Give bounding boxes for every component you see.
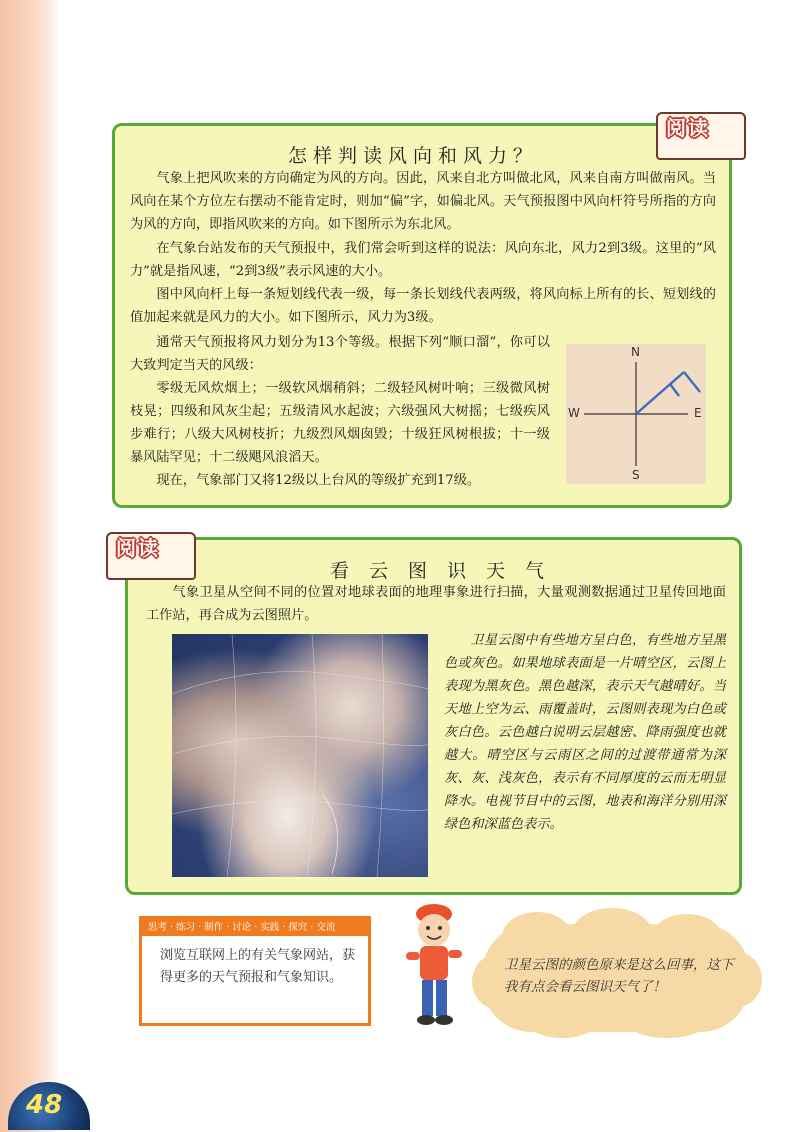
section-title-wind: 怎样判读风向和风力？ (288, 145, 539, 167)
activity-text: 浏览互联网上的有关气象网站，获得更多的天气预报和气象知识。 (160, 948, 356, 985)
reading-badge-label: 阅读 (116, 536, 160, 560)
compass-east-label: E (694, 406, 702, 420)
reading-badge-2 (104, 524, 196, 580)
paragraph: 气象上把风吹来的方向确定为风的方向。因此，风来自北方叫做北风，风来自南方叫做南风。当风向在某个方位左右摆动不能肯定时，则加“偏”字，如偏北风。天气预报图中风向杆符号所指的方向为风的方向，即指风吹来的方向。如下图所示为东北风。 (130, 171, 716, 232)
compass-north-label: N (631, 345, 640, 359)
boy-illustration (400, 900, 470, 1030)
paragraph: 卫星云图中有些地方呈白色，有些地方呈黑色或灰色。如果地球表面是一片晴空区，云图上表现为黑灰色。黑色越深，表示天气越晴好。当天地上空为云、雨覆盖时，云图则表现为白色或灰白色。云色越白说明云层越密、降雨强度也就越大。晴空区与云雨区之间的过渡带通常为深灰、灰、浅灰色，表示有不同厚度的云而无明显降水。电视节目中的云图，地表和海洋分别用深绿色和深蓝色表示。 (444, 633, 726, 832)
cloud-image-overlay (172, 634, 428, 877)
boy-icon (400, 900, 470, 1030)
compass-west-label: W (568, 406, 580, 420)
paragraph: 气象卫星从空间不同的位置对地球表面的地理事象进行扫描，大量观测数据通过卫星传回地面工作站，再合成为云图照片。 (146, 585, 726, 623)
page-number: 48 (26, 1090, 63, 1120)
section-title-cloud-map: 看云图识天气 (330, 560, 565, 582)
paragraph: 现在，气象部门又将12级以上台风的等级扩充到17级。 (156, 473, 481, 488)
paragraph: 图中风向杆上每一条短划线代表一级，每一条长划线代表两级，将风向标上所有的长、短划线的值加起来就是风力的大小。如下图所示，风力为3级。 (130, 287, 716, 325)
wind-vane-svg (566, 344, 706, 484)
page-margin-strip (0, 0, 63, 1132)
paragraph: 在气象台站发布的天气预报中，我们常会听到这样的说法：风向东北，风力2到3级。这里的“风力”就是指风速，“2到3级”表示风速的大小。 (130, 241, 716, 279)
paragraph: 通常天气预报将风力划分为13个等级。根据下列“顺口溜”，你可以大致判定当天的风级： (130, 335, 550, 373)
wind-vane-diagram (566, 344, 706, 484)
activity-tag: 思考 · 练习 · 制作 · 讨论 · 实践 · 探究 · 交流 (142, 919, 368, 936)
activity-box (139, 916, 371, 1026)
reading-badge-1 (654, 104, 746, 160)
wind-scale-rhyme: 零级无风炊烟上；一级软风烟稍斜；二级轻风树叶响；三级微风树枝晃；四级和风灰尘起；五级清风水起波；六级强风大树摇；七级疾风步难行；八级大风树枝折；九级烈风烟囱毁；十级狂风树根拔；十一级暴风陆罕见；十二级飓风浪滔天。 (130, 381, 550, 465)
satellite-cloud-image (172, 634, 428, 877)
speech-bubble (482, 924, 750, 1032)
compass-south-label: S (632, 468, 640, 482)
speech-text: 卫星云图的颜色原来是这么回事，这下我有点会看云图识天气了！ (504, 957, 734, 995)
reading-badge-label: 阅读 (666, 116, 710, 140)
